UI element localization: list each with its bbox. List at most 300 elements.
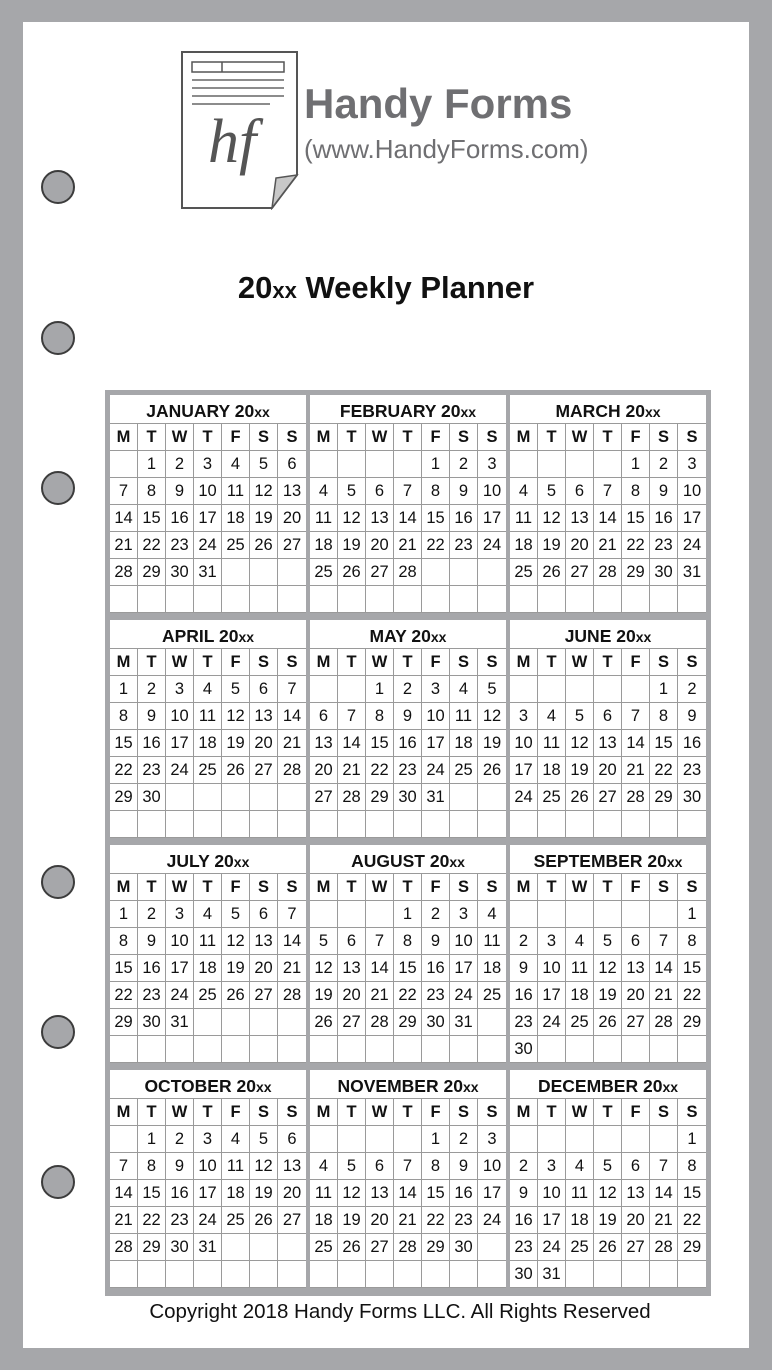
empty-day-cell bbox=[594, 901, 622, 928]
empty-day-cell bbox=[678, 1036, 706, 1063]
weekday-label: S bbox=[278, 874, 306, 901]
day-cell: 13 bbox=[594, 730, 622, 757]
weekday-label: S bbox=[450, 649, 478, 676]
empty-day-cell bbox=[594, 1036, 622, 1063]
empty-day-cell bbox=[166, 586, 194, 613]
weekday-label: W bbox=[366, 874, 394, 901]
day-cell: 17 bbox=[194, 1180, 222, 1207]
day-cell: 28 bbox=[110, 559, 138, 586]
empty-day-cell bbox=[310, 676, 338, 703]
empty-day-cell bbox=[478, 559, 506, 586]
day-cell: 21 bbox=[394, 1207, 422, 1234]
empty-day-cell bbox=[422, 586, 450, 613]
day-cell: 8 bbox=[622, 478, 650, 505]
day-cell: 10 bbox=[166, 703, 194, 730]
day-cell: 10 bbox=[510, 730, 538, 757]
weekday-label: W bbox=[566, 424, 594, 451]
day-cell: 23 bbox=[138, 982, 166, 1009]
day-cell: 17 bbox=[450, 955, 478, 982]
empty-day-cell bbox=[278, 811, 306, 838]
day-cell: 13 bbox=[366, 1180, 394, 1207]
day-cell: 14 bbox=[366, 955, 394, 982]
day-cell: 18 bbox=[310, 532, 338, 559]
empty-day-cell bbox=[366, 901, 394, 928]
month-name: NOVEMBER bbox=[337, 1076, 439, 1096]
weekday-label: T bbox=[594, 1099, 622, 1126]
month-year-suffix: xx bbox=[254, 404, 270, 420]
day-cell: 12 bbox=[222, 928, 250, 955]
weekday-label: S bbox=[250, 649, 278, 676]
month-may bbox=[310, 620, 506, 838]
day-cell: 25 bbox=[566, 1009, 594, 1036]
weekday-label: W bbox=[566, 649, 594, 676]
day-cell: 2 bbox=[450, 1126, 478, 1153]
empty-day-cell bbox=[478, 1261, 506, 1288]
day-cell: 3 bbox=[678, 451, 706, 478]
binder-hole bbox=[41, 321, 75, 355]
day-cell: 25 bbox=[310, 559, 338, 586]
day-cell: 9 bbox=[510, 1180, 538, 1207]
day-cell: 26 bbox=[594, 1009, 622, 1036]
empty-day-cell bbox=[278, 1261, 306, 1288]
day-cell: 13 bbox=[250, 703, 278, 730]
empty-day-cell bbox=[194, 1261, 222, 1288]
day-cell: 30 bbox=[510, 1261, 538, 1288]
empty-day-cell bbox=[622, 1036, 650, 1063]
day-cell: 19 bbox=[594, 982, 622, 1009]
day-cell: 27 bbox=[366, 1234, 394, 1261]
day-cell: 5 bbox=[250, 451, 278, 478]
month-name: FEBRUARY bbox=[339, 401, 437, 421]
day-cell: 10 bbox=[478, 478, 506, 505]
day-cell: 23 bbox=[450, 532, 478, 559]
binder-hole bbox=[41, 1165, 75, 1199]
day-cell: 7 bbox=[394, 1153, 422, 1180]
empty-day-cell bbox=[450, 784, 478, 811]
empty-day-cell bbox=[394, 586, 422, 613]
month-year-suffix: xx bbox=[238, 629, 255, 645]
day-cell: 7 bbox=[110, 1153, 138, 1180]
day-cell: 19 bbox=[538, 532, 566, 559]
empty-day-cell bbox=[110, 451, 138, 478]
empty-day-cell bbox=[422, 1261, 450, 1288]
empty-day-cell bbox=[394, 1036, 422, 1063]
day-cell: 27 bbox=[278, 532, 306, 559]
weekday-label: M bbox=[510, 1099, 538, 1126]
month-grid bbox=[310, 423, 506, 613]
day-cell: 14 bbox=[394, 505, 422, 532]
day-cell: 21 bbox=[338, 757, 366, 784]
day-cell: 1 bbox=[394, 901, 422, 928]
day-cell: 10 bbox=[538, 955, 566, 982]
day-cell: 3 bbox=[510, 703, 538, 730]
empty-day-cell bbox=[110, 1261, 138, 1288]
day-cell: 14 bbox=[278, 703, 306, 730]
day-cell: 29 bbox=[422, 1234, 450, 1261]
weekday-label: T bbox=[538, 1099, 566, 1126]
empty-day-cell bbox=[510, 676, 538, 703]
day-cell: 29 bbox=[622, 559, 650, 586]
day-cell: 24 bbox=[166, 757, 194, 784]
weekday-label: T bbox=[394, 649, 422, 676]
weekday-label: F bbox=[622, 424, 650, 451]
empty-day-cell bbox=[450, 559, 478, 586]
weekday-label: F bbox=[622, 1099, 650, 1126]
empty-day-cell bbox=[194, 1036, 222, 1063]
day-cell: 8 bbox=[394, 928, 422, 955]
empty-day-cell bbox=[510, 1126, 538, 1153]
weekday-label: S bbox=[678, 1099, 706, 1126]
day-cell: 16 bbox=[394, 730, 422, 757]
day-cell: 28 bbox=[650, 1009, 678, 1036]
day-cell: 30 bbox=[450, 1234, 478, 1261]
day-cell: 12 bbox=[538, 505, 566, 532]
month-year-suffix: xx bbox=[460, 404, 477, 420]
empty-day-cell bbox=[310, 586, 338, 613]
weekday-label: F bbox=[622, 874, 650, 901]
day-cell: 9 bbox=[650, 478, 678, 505]
empty-day-cell bbox=[338, 586, 366, 613]
empty-day-cell bbox=[138, 1036, 166, 1063]
month-year: 20 bbox=[219, 626, 239, 646]
weekday-label: S bbox=[278, 424, 306, 451]
day-cell: 10 bbox=[194, 478, 222, 505]
day-cell: 31 bbox=[678, 559, 706, 586]
day-cell: 17 bbox=[194, 505, 222, 532]
weekday-label: S bbox=[678, 424, 706, 451]
binder-hole bbox=[41, 471, 75, 505]
day-cell: 6 bbox=[622, 1153, 650, 1180]
day-cell: 25 bbox=[222, 532, 250, 559]
day-cell: 19 bbox=[222, 955, 250, 982]
handy-forms-logo bbox=[180, 50, 300, 210]
weekday-label: W bbox=[366, 649, 394, 676]
empty-day-cell bbox=[194, 784, 222, 811]
day-cell: 4 bbox=[510, 478, 538, 505]
day-cell: 6 bbox=[250, 901, 278, 928]
day-cell: 4 bbox=[222, 1126, 250, 1153]
day-cell: 18 bbox=[566, 982, 594, 1009]
month-year-suffix: xx bbox=[430, 629, 447, 645]
empty-day-cell bbox=[478, 586, 506, 613]
day-cell: 10 bbox=[166, 928, 194, 955]
day-cell: 29 bbox=[138, 559, 166, 586]
day-cell: 12 bbox=[566, 730, 594, 757]
binder-hole bbox=[41, 865, 75, 899]
weekday-label: T bbox=[538, 424, 566, 451]
day-cell: 20 bbox=[278, 1180, 306, 1207]
empty-day-cell bbox=[338, 811, 366, 838]
day-cell: 19 bbox=[310, 982, 338, 1009]
weekday-label: T bbox=[138, 649, 166, 676]
day-cell: 3 bbox=[478, 451, 506, 478]
day-cell: 18 bbox=[510, 532, 538, 559]
day-cell: 22 bbox=[650, 757, 678, 784]
month-title bbox=[110, 1070, 306, 1098]
day-cell: 8 bbox=[678, 928, 706, 955]
empty-day-cell bbox=[478, 811, 506, 838]
month-december bbox=[510, 1070, 706, 1288]
day-cell: 21 bbox=[278, 730, 306, 757]
empty-day-cell bbox=[222, 1234, 250, 1261]
day-cell: 3 bbox=[194, 1126, 222, 1153]
day-cell: 21 bbox=[366, 982, 394, 1009]
day-cell: 1 bbox=[622, 451, 650, 478]
weekday-label: S bbox=[250, 1099, 278, 1126]
day-cell: 3 bbox=[478, 1126, 506, 1153]
empty-day-cell bbox=[678, 586, 706, 613]
month-year-suffix: xx bbox=[644, 404, 661, 420]
empty-day-cell bbox=[538, 1126, 566, 1153]
day-cell: 27 bbox=[278, 1207, 306, 1234]
day-cell: 24 bbox=[538, 1234, 566, 1261]
day-cell: 14 bbox=[622, 730, 650, 757]
empty-day-cell bbox=[594, 676, 622, 703]
day-cell: 18 bbox=[194, 955, 222, 982]
day-cell: 21 bbox=[278, 955, 306, 982]
day-cell: 13 bbox=[278, 478, 306, 505]
empty-day-cell bbox=[366, 1036, 394, 1063]
month-year-suffix: xx bbox=[255, 1079, 272, 1095]
weekday-label: S bbox=[650, 649, 678, 676]
empty-day-cell bbox=[166, 784, 194, 811]
weekday-label: S bbox=[478, 874, 506, 901]
day-cell: 8 bbox=[366, 703, 394, 730]
day-cell: 16 bbox=[510, 982, 538, 1009]
day-cell: 8 bbox=[110, 928, 138, 955]
month-title bbox=[110, 845, 306, 873]
day-cell: 14 bbox=[650, 1180, 678, 1207]
weekday-label: T bbox=[138, 874, 166, 901]
empty-day-cell bbox=[166, 811, 194, 838]
day-cell: 15 bbox=[394, 955, 422, 982]
day-cell: 14 bbox=[650, 955, 678, 982]
empty-day-cell bbox=[510, 901, 538, 928]
day-cell: 17 bbox=[510, 757, 538, 784]
day-cell: 27 bbox=[366, 559, 394, 586]
day-cell: 1 bbox=[678, 1126, 706, 1153]
day-cell: 25 bbox=[310, 1234, 338, 1261]
month-year-suffix: xx bbox=[449, 854, 465, 870]
day-cell: 17 bbox=[478, 505, 506, 532]
day-cell: 31 bbox=[538, 1261, 566, 1288]
empty-day-cell bbox=[394, 451, 422, 478]
brand-name: Handy Forms bbox=[304, 80, 573, 127]
day-cell: 26 bbox=[222, 757, 250, 784]
day-cell: 15 bbox=[650, 730, 678, 757]
month-grid bbox=[110, 648, 306, 838]
empty-day-cell bbox=[310, 1126, 338, 1153]
day-cell: 19 bbox=[222, 730, 250, 757]
empty-day-cell bbox=[478, 1009, 506, 1036]
day-cell: 28 bbox=[650, 1234, 678, 1261]
empty-day-cell bbox=[278, 1009, 306, 1036]
day-cell: 10 bbox=[450, 928, 478, 955]
day-cell: 25 bbox=[478, 982, 506, 1009]
weekday-label: T bbox=[538, 874, 566, 901]
day-cell: 29 bbox=[678, 1234, 706, 1261]
weekday-label: T bbox=[394, 874, 422, 901]
empty-day-cell bbox=[222, 586, 250, 613]
day-cell: 13 bbox=[622, 955, 650, 982]
day-cell: 16 bbox=[138, 730, 166, 757]
empty-day-cell bbox=[538, 451, 566, 478]
binder-hole bbox=[41, 1015, 75, 1049]
weekday-label: W bbox=[566, 1099, 594, 1126]
weekday-label: W bbox=[366, 424, 394, 451]
weekday-label: M bbox=[310, 1099, 338, 1126]
day-cell: 4 bbox=[310, 478, 338, 505]
day-cell: 8 bbox=[422, 1153, 450, 1180]
month-year-suffix: xx bbox=[233, 854, 250, 870]
month-name: OCTOBER bbox=[144, 1076, 232, 1096]
day-cell: 27 bbox=[566, 559, 594, 586]
empty-day-cell bbox=[278, 559, 306, 586]
month-name: JULY bbox=[166, 851, 210, 871]
month-title bbox=[310, 845, 506, 873]
day-cell: 5 bbox=[566, 703, 594, 730]
month-year: 20 bbox=[441, 401, 461, 421]
empty-day-cell bbox=[310, 451, 338, 478]
month-year: 20 bbox=[443, 1076, 463, 1096]
day-cell: 5 bbox=[338, 1153, 366, 1180]
day-cell: 10 bbox=[422, 703, 450, 730]
day-cell: 11 bbox=[310, 1180, 338, 1207]
day-cell: 24 bbox=[422, 757, 450, 784]
empty-day-cell bbox=[338, 1126, 366, 1153]
weekday-label: T bbox=[338, 874, 366, 901]
weekday-label: F bbox=[622, 649, 650, 676]
day-cell: 30 bbox=[678, 784, 706, 811]
day-cell: 22 bbox=[394, 982, 422, 1009]
empty-day-cell bbox=[622, 811, 650, 838]
day-cell: 17 bbox=[166, 955, 194, 982]
weekday-label: M bbox=[110, 874, 138, 901]
day-cell: 15 bbox=[110, 730, 138, 757]
day-cell: 1 bbox=[422, 451, 450, 478]
weekday-label: T bbox=[194, 874, 222, 901]
empty-day-cell bbox=[110, 586, 138, 613]
month-april bbox=[110, 620, 306, 838]
weekday-label: S bbox=[678, 649, 706, 676]
weekday-label: S bbox=[278, 649, 306, 676]
weekday-label: M bbox=[310, 424, 338, 451]
day-cell: 5 bbox=[594, 1153, 622, 1180]
day-cell: 17 bbox=[538, 982, 566, 1009]
day-cell: 29 bbox=[110, 1009, 138, 1036]
weekday-label: F bbox=[422, 424, 450, 451]
empty-day-cell bbox=[338, 901, 366, 928]
day-cell: 8 bbox=[138, 478, 166, 505]
day-cell: 16 bbox=[138, 955, 166, 982]
day-cell: 7 bbox=[394, 478, 422, 505]
day-cell: 29 bbox=[394, 1009, 422, 1036]
weekday-label: T bbox=[194, 1099, 222, 1126]
day-cell: 27 bbox=[310, 784, 338, 811]
day-cell: 1 bbox=[366, 676, 394, 703]
month-title bbox=[510, 620, 706, 648]
day-cell: 27 bbox=[594, 784, 622, 811]
empty-day-cell bbox=[422, 1036, 450, 1063]
day-cell: 17 bbox=[166, 730, 194, 757]
day-cell: 22 bbox=[138, 1207, 166, 1234]
month-february bbox=[310, 395, 506, 613]
empty-day-cell bbox=[594, 1126, 622, 1153]
month-grid bbox=[110, 873, 306, 1063]
empty-day-cell bbox=[622, 586, 650, 613]
empty-day-cell bbox=[250, 811, 278, 838]
day-cell: 1 bbox=[110, 901, 138, 928]
day-cell: 26 bbox=[222, 982, 250, 1009]
day-cell: 9 bbox=[450, 478, 478, 505]
empty-day-cell bbox=[594, 1261, 622, 1288]
day-cell: 2 bbox=[510, 1153, 538, 1180]
day-cell: 31 bbox=[422, 784, 450, 811]
empty-day-cell bbox=[622, 676, 650, 703]
day-cell: 28 bbox=[394, 559, 422, 586]
day-cell: 17 bbox=[678, 505, 706, 532]
month-name: JANUARY bbox=[146, 401, 230, 421]
day-cell: 12 bbox=[594, 1180, 622, 1207]
day-cell: 29 bbox=[366, 784, 394, 811]
day-cell: 20 bbox=[250, 955, 278, 982]
day-cell: 26 bbox=[250, 532, 278, 559]
day-cell: 1 bbox=[678, 901, 706, 928]
day-cell: 12 bbox=[338, 1180, 366, 1207]
month-year: 20 bbox=[429, 851, 450, 871]
month-july bbox=[110, 845, 306, 1063]
day-cell: 1 bbox=[422, 1126, 450, 1153]
weekday-label: M bbox=[510, 424, 538, 451]
day-cell: 16 bbox=[166, 1180, 194, 1207]
empty-day-cell bbox=[222, 784, 250, 811]
weekday-label: W bbox=[166, 1099, 194, 1126]
weekday-label: F bbox=[222, 424, 250, 451]
day-cell: 28 bbox=[594, 559, 622, 586]
day-cell: 20 bbox=[622, 1207, 650, 1234]
weekday-label: M bbox=[510, 649, 538, 676]
day-cell: 3 bbox=[538, 1153, 566, 1180]
empty-day-cell bbox=[566, 676, 594, 703]
empty-day-cell bbox=[422, 811, 450, 838]
day-cell: 11 bbox=[538, 730, 566, 757]
month-title bbox=[310, 395, 506, 423]
day-cell: 5 bbox=[478, 676, 506, 703]
empty-day-cell bbox=[394, 1261, 422, 1288]
empty-day-cell bbox=[678, 1261, 706, 1288]
weekday-label: S bbox=[478, 424, 506, 451]
day-cell: 2 bbox=[422, 901, 450, 928]
day-cell: 4 bbox=[478, 901, 506, 928]
empty-day-cell bbox=[394, 811, 422, 838]
empty-day-cell bbox=[222, 1009, 250, 1036]
day-cell: 27 bbox=[250, 982, 278, 1009]
day-cell: 19 bbox=[566, 757, 594, 784]
day-cell: 22 bbox=[678, 982, 706, 1009]
month-grid bbox=[110, 1098, 306, 1288]
empty-day-cell bbox=[366, 1261, 394, 1288]
weekday-label: W bbox=[366, 1099, 394, 1126]
day-cell: 22 bbox=[678, 1207, 706, 1234]
day-cell: 26 bbox=[538, 559, 566, 586]
title-text: Weekly Planner bbox=[296, 270, 535, 305]
empty-day-cell bbox=[250, 1234, 278, 1261]
weekday-label: S bbox=[478, 1099, 506, 1126]
day-cell: 16 bbox=[510, 1207, 538, 1234]
empty-day-cell bbox=[538, 811, 566, 838]
empty-day-cell bbox=[538, 586, 566, 613]
month-year-suffix: xx bbox=[666, 854, 683, 870]
